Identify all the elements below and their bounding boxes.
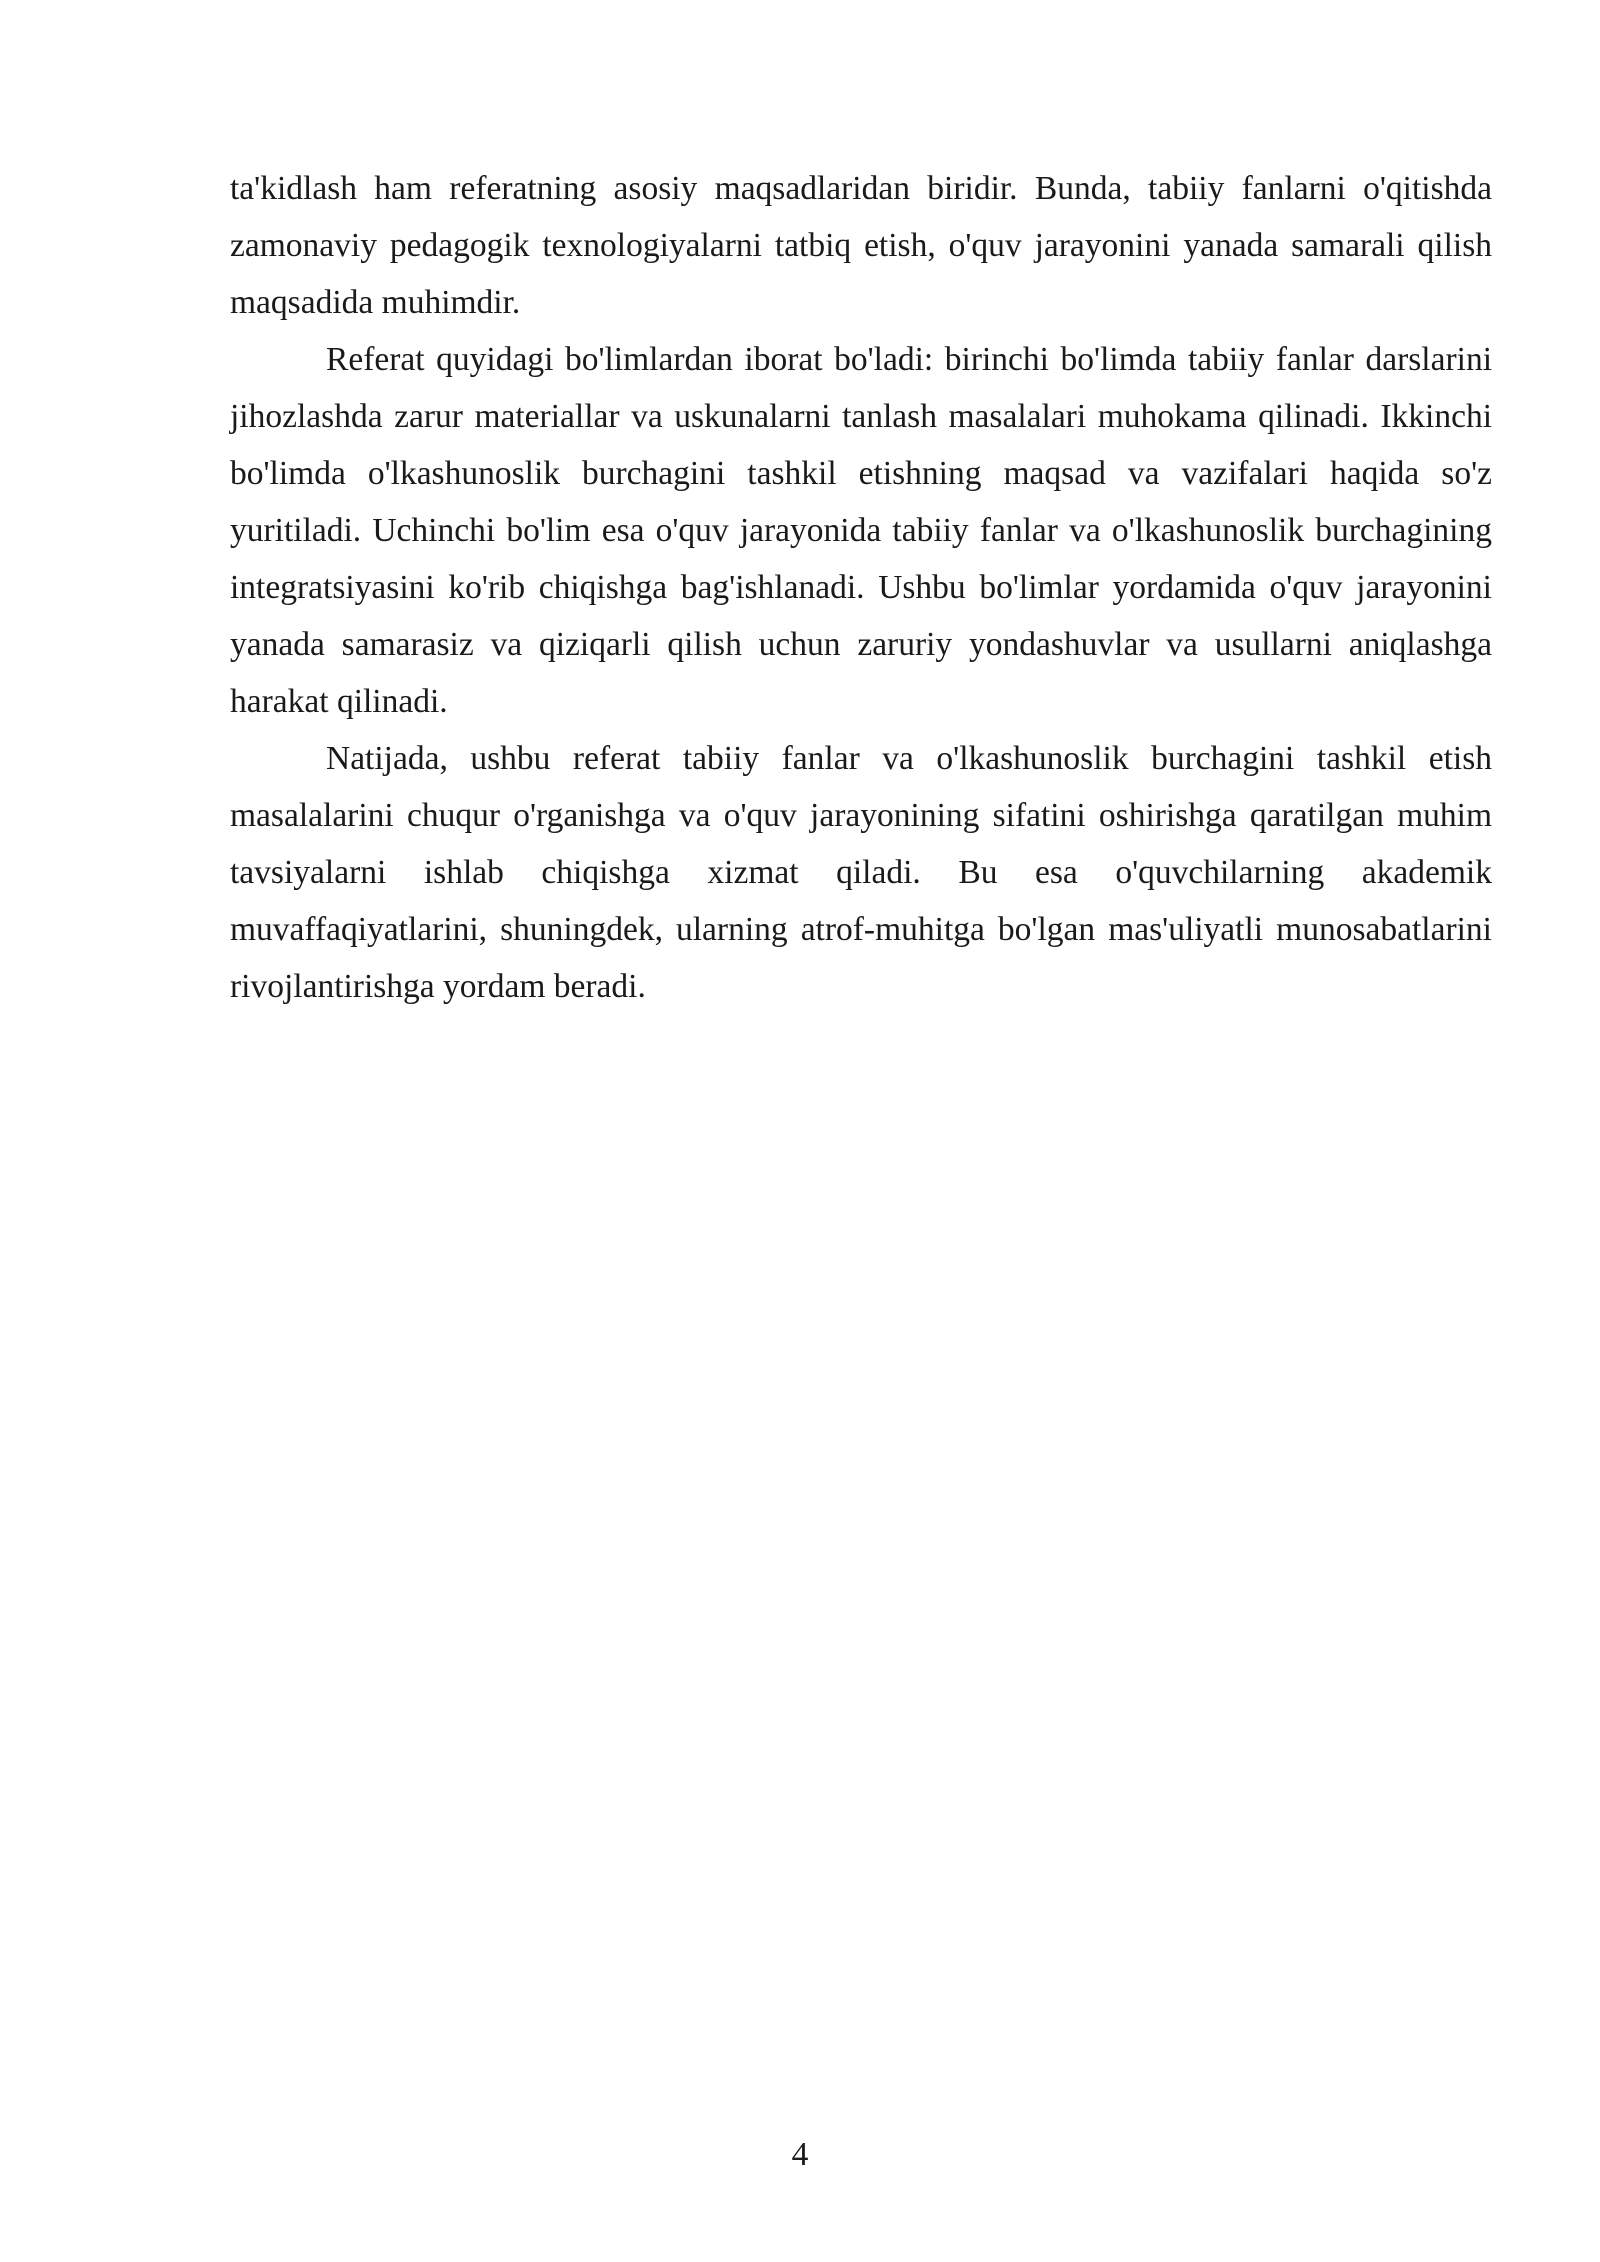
page-number: 4: [791, 2136, 809, 2173]
paragraph-structure: Referat quyidagi bo'limlardan iborat bo'ladi: birinchi bo'limda tabiiy fanlar darslarini jihozlashda zarur materiallar va uskunalarni tanlash masalalari muhokama qilinadi. Ikkinchi bo'limda o'lkashunoslik burchagini tashkil etishning maqsad va vazifalari haqida so'z yuritiladi. Uchinchi bo'lim esa o'quv jarayonida tabiiy fanlar va o'lkashunoslik burchagining integratsiyasini ko'rib chiqishga bag'ishlanadi. Ushbu bo'limlar yordamida o'quv jarayonini yanada samarasiz va qiziqarli qilish uchun zaruriy yondashuvlar va usullarni aniqlashga harakat qilinadi.: [230, 341, 1492, 720]
paragraph-conclusion: Natijada, ushbu referat tabiiy fanlar va o'lkashunoslik burchagini tashkil etish masalalarini chuqur o'rganishga va o'quv jarayonining sifatini oshirishga qaratilgan muhim tavsiyalarni ishlab chiqishga xizmat qiladi. Bu esa o'quvchilarning akademik muvaffaqiyatlarini, shuningdek, ularning atrof-muhitga bo'lgan mas'uliyatli munosabatlarini rivojlantirishga yordam beradi.: [230, 740, 1492, 1005]
paragraph-continuation: ta'kidlash ham referatning asosiy maqsadlaridan biridir. Bunda, tabiiy fanlarni o'qitishda zamonaviy pedagogik texnologiyalarni tatbiq etish, o'quv jarayonini yanada samarali qilish maqsadida muhimdir.: [230, 170, 1492, 321]
body-text: [230, 160, 1492, 1015]
